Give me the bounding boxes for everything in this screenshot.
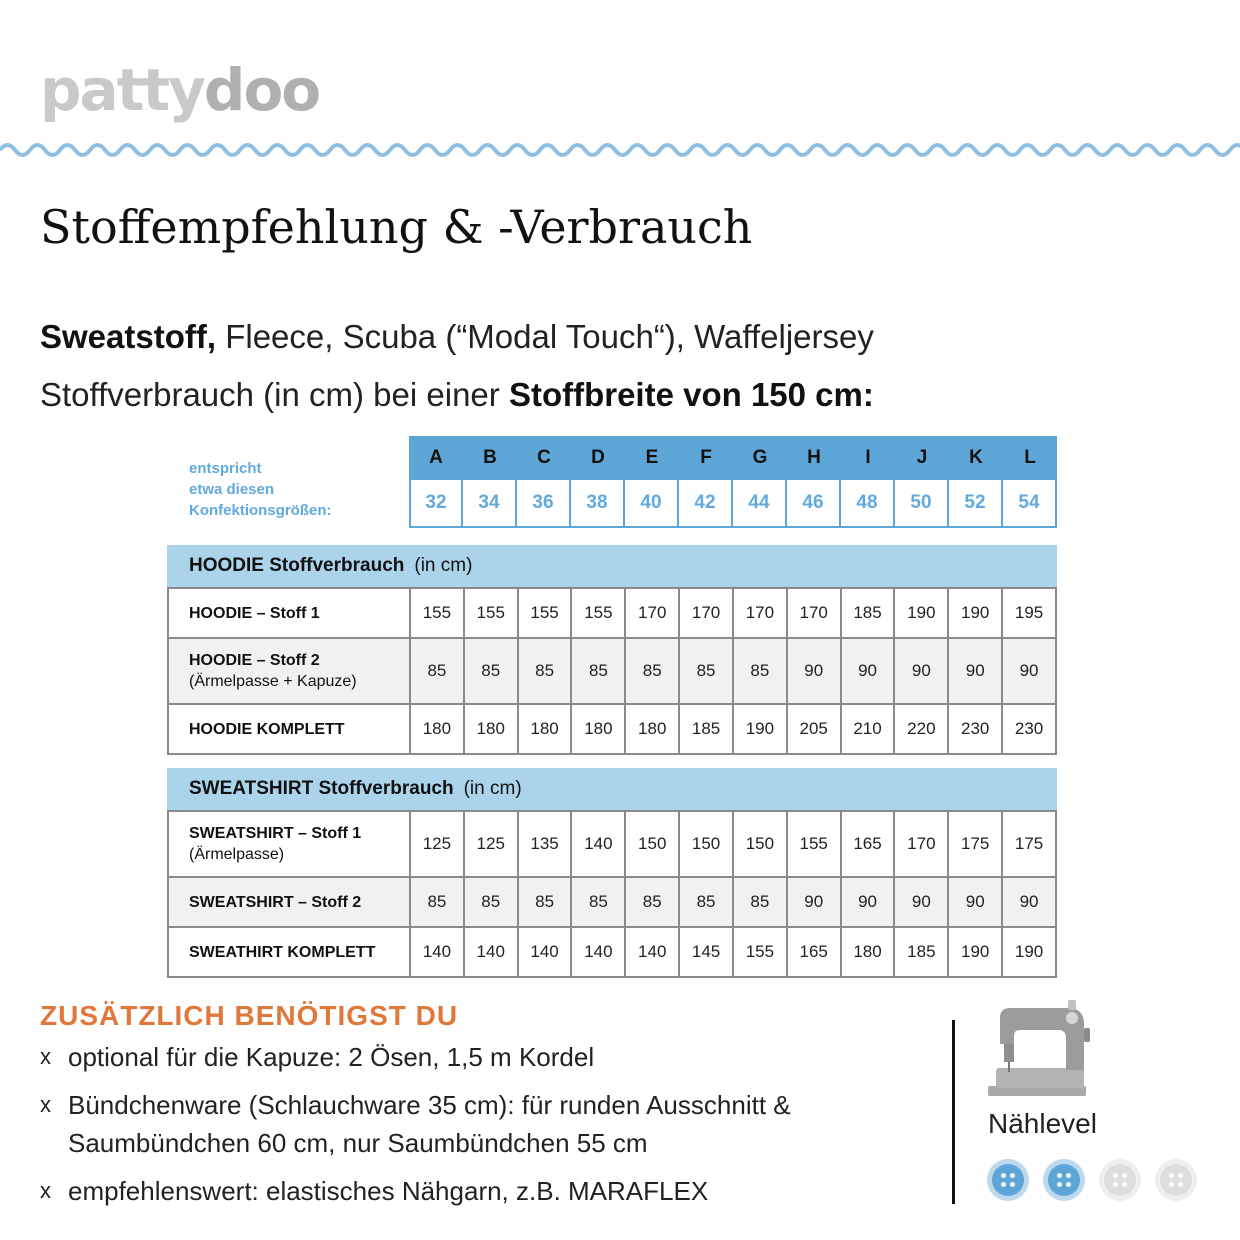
other-fabrics: Fleece, Scuba (“Modal Touch“), Waffeljersey — [216, 318, 874, 355]
divider — [952, 1020, 955, 1204]
row-label: SWEATHIRT KOMPLETT — [168, 927, 410, 977]
hoodie-table — [167, 545, 1057, 755]
table-cell: 170 — [894, 811, 948, 877]
size-number: 46 — [787, 480, 841, 528]
table-cell: 140 — [571, 811, 625, 877]
table-row — [168, 588, 1056, 638]
size-number: 44 — [733, 480, 787, 528]
size-letter-row — [409, 436, 1057, 480]
size-number: 34 — [463, 480, 517, 528]
size-letter: C — [517, 436, 571, 480]
table-cell: 230 — [948, 704, 1002, 754]
table-cell: 180 — [518, 704, 572, 754]
table-cell: 190 — [733, 704, 787, 754]
table-cell: 230 — [1002, 704, 1056, 754]
table-cell: 205 — [787, 704, 841, 754]
table-cell: 190 — [894, 588, 948, 638]
row-sublabel: (Ärmelpasse + Kapuze) — [189, 673, 357, 690]
table-cell: 180 — [410, 704, 464, 754]
bullet-marker: x — [40, 1178, 51, 1203]
size-caption: entspricht etwa diesen Konfektionsgrößen: — [189, 460, 332, 519]
table-cell: 190 — [948, 588, 1002, 638]
bullet-marker: x — [40, 1092, 51, 1117]
table-cell: 155 — [571, 588, 625, 638]
extras-heading: ZUSÄTZLICH BENÖTIGST DU — [40, 1000, 459, 1031]
list-item: x empfehlenswert: elastisches Nähgarn, z.B. MARAFLEX — [40, 1172, 920, 1210]
table-cell: 140 — [625, 927, 679, 977]
table-cell: 180 — [571, 704, 625, 754]
table-cell: 90 — [948, 877, 1002, 927]
table-cell: 90 — [1002, 877, 1056, 927]
size-letter: H — [787, 436, 841, 480]
table-cell: 150 — [733, 811, 787, 877]
table-cell: 195 — [1002, 588, 1056, 638]
size-number-row — [409, 480, 1057, 528]
table-row — [168, 877, 1056, 927]
row-label: HOODIE KOMPLETT — [168, 704, 410, 754]
level-button-active-icon — [986, 1158, 1030, 1202]
table-cell: 155 — [787, 811, 841, 877]
size-letter: I — [841, 436, 895, 480]
table-cell: 220 — [894, 704, 948, 754]
wave-divider — [0, 140, 1240, 170]
table-cell: 85 — [410, 638, 464, 704]
table-row — [168, 927, 1056, 977]
usage-prefix: Stoffverbrauch (in cm) bei einer — [40, 376, 509, 413]
size-number: 36 — [517, 480, 571, 528]
table-cell: 90 — [787, 877, 841, 927]
table-cell: 85 — [410, 877, 464, 927]
table-cell: 175 — [948, 811, 1002, 877]
sweatshirt-table-heading: SWEATSHIRT Stoffverbrauch (in cm) — [167, 768, 1057, 810]
table-cell: 150 — [625, 811, 679, 877]
primary-fabric: Sweatstoff, — [40, 318, 217, 355]
table-cell: 90 — [1002, 638, 1056, 704]
table-cell: 85 — [679, 877, 733, 927]
table-cell: 140 — [464, 927, 518, 977]
table-cell: 90 — [841, 638, 895, 704]
size-table — [409, 436, 1057, 528]
size-letter: E — [625, 436, 679, 480]
size-letter: K — [949, 436, 1003, 480]
size-letter: F — [679, 436, 733, 480]
size-letter: L — [1003, 436, 1057, 480]
row-sublabel: (Ärmelpasse) — [189, 846, 285, 863]
table-row — [168, 704, 1056, 754]
size-letter: B — [463, 436, 517, 480]
table-cell: 145 — [679, 927, 733, 977]
size-number: 48 — [841, 480, 895, 528]
table-cell: 170 — [733, 588, 787, 638]
table-cell: 90 — [948, 638, 1002, 704]
table-cell: 170 — [679, 588, 733, 638]
table-cell: 155 — [733, 927, 787, 977]
table-cell: 150 — [679, 811, 733, 877]
table-cell: 125 — [464, 811, 518, 877]
size-number: 54 — [1003, 480, 1057, 528]
table-cell: 155 — [464, 588, 518, 638]
table-cell: 85 — [733, 638, 787, 704]
size-letter: J — [895, 436, 949, 480]
size-letter: A — [409, 436, 463, 480]
table-cell: 85 — [464, 638, 518, 704]
bullet-marker: x — [40, 1044, 51, 1069]
table-cell: 190 — [948, 927, 1002, 977]
table-cell: 90 — [894, 638, 948, 704]
sewing-level-rating — [986, 1158, 1198, 1202]
size-number: 32 — [409, 480, 463, 528]
list-item: x optional für die Kapuze: 2 Ösen, 1,5 m Kordel — [40, 1038, 920, 1076]
list-item: x Bündchenware (Schlauchware 35 cm): für runden Ausschnitt & Saumbündchen 60 cm, nur Saumbündchen 55 cm — [40, 1086, 920, 1162]
extras-list — [40, 1038, 920, 1220]
table-cell: 90 — [787, 638, 841, 704]
size-number: 40 — [625, 480, 679, 528]
table-cell: 85 — [625, 638, 679, 704]
table-cell: 140 — [518, 927, 572, 977]
level-button-inactive-icon — [1154, 1158, 1198, 1202]
row-label: HOODIE – Stoff 2 (Ärmelpasse + Kapuze) — [168, 638, 410, 704]
fabric-usage-line — [40, 376, 874, 414]
table-cell: 170 — [787, 588, 841, 638]
table-cell: 210 — [841, 704, 895, 754]
table-cell: 185 — [841, 588, 895, 638]
table-cell: 170 — [625, 588, 679, 638]
row-label: SWEATSHIRT – Stoff 2 — [168, 877, 410, 927]
size-letter: D — [571, 436, 625, 480]
table-cell: 165 — [841, 811, 895, 877]
row-label: HOODIE – Stoff 1 — [168, 588, 410, 638]
level-button-active-icon — [1042, 1158, 1086, 1202]
level-button-inactive-icon — [1098, 1158, 1142, 1202]
table-cell: 180 — [841, 927, 895, 977]
table-cell: 85 — [571, 638, 625, 704]
table-cell: 165 — [787, 927, 841, 977]
table-cell: 85 — [733, 877, 787, 927]
fabric-width: Stoffbreite von 150 cm: — [508, 376, 874, 413]
sewing-machine-icon — [986, 1000, 1096, 1100]
table-cell: 175 — [1002, 811, 1056, 877]
size-number: 52 — [949, 480, 1003, 528]
table-cell: 85 — [464, 877, 518, 927]
hoodie-table-heading: HOODIE Stoffverbrauch (in cm) — [167, 545, 1057, 587]
table-cell: 180 — [464, 704, 518, 754]
table-cell: 125 — [410, 811, 464, 877]
table-cell: 140 — [571, 927, 625, 977]
table-cell: 85 — [571, 877, 625, 927]
table-cell: 180 — [625, 704, 679, 754]
size-number: 38 — [571, 480, 625, 528]
size-number: 50 — [895, 480, 949, 528]
table-cell: 90 — [894, 877, 948, 927]
table-cell: 185 — [679, 704, 733, 754]
fabric-recommendation — [40, 318, 874, 356]
sweatshirt-table — [167, 768, 1057, 978]
page-title: Stoffempfehlung & -Verbrauch — [40, 200, 753, 254]
table-row — [168, 811, 1056, 877]
table-cell: 190 — [1002, 927, 1056, 977]
table-cell: 155 — [410, 588, 464, 638]
table-cell: 85 — [679, 638, 733, 704]
table-cell: 85 — [518, 877, 572, 927]
table-cell: 85 — [625, 877, 679, 927]
sewing-level-label: Nählevel — [988, 1108, 1097, 1139]
size-letter: G — [733, 436, 787, 480]
row-label: SWEATSHIRT – Stoff 1 (Ärmelpasse) — [168, 811, 410, 877]
table-cell: 90 — [841, 877, 895, 927]
size-number: 42 — [679, 480, 733, 528]
brand-logo: pattydoo — [40, 56, 320, 124]
table-cell: 135 — [518, 811, 572, 877]
table-cell: 185 — [894, 927, 948, 977]
table-cell: 155 — [518, 588, 572, 638]
table-row — [168, 638, 1056, 704]
table-cell: 85 — [518, 638, 572, 704]
table-cell: 140 — [410, 927, 464, 977]
